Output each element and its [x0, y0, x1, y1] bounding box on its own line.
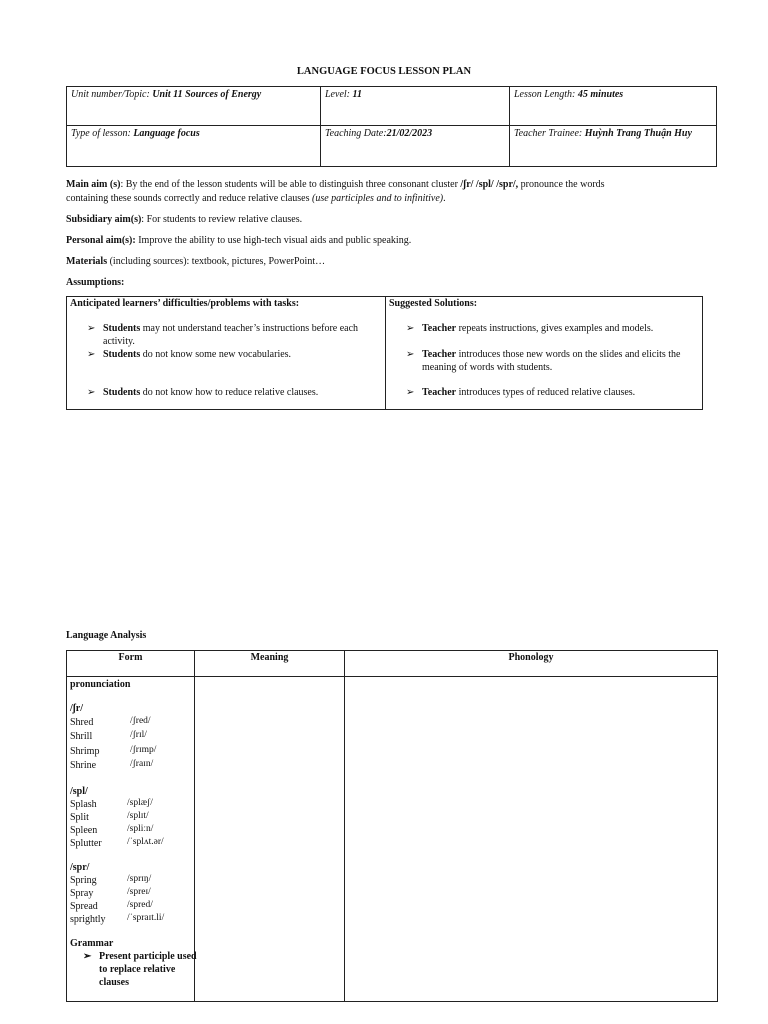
- ipa: /ˈspraɪt.li/: [127, 913, 165, 923]
- item-text: introduces those new words on the slides and elicits the meaning of words with students.: [422, 349, 681, 373]
- word: sprightly: [70, 914, 106, 925]
- item-bold: Teacher: [422, 323, 457, 334]
- type-value: Language focus: [133, 128, 200, 139]
- unit-label: Unit number/Topic:: [71, 89, 150, 100]
- date-label: Teaching Date:: [325, 128, 387, 139]
- length-label: Lesson Length:: [514, 89, 576, 100]
- arrow-bullet-icon: ➢: [87, 349, 96, 360]
- item-bold: Students: [103, 323, 141, 334]
- length-value: 45 minutes: [577, 89, 624, 100]
- personal-aim: [66, 234, 716, 248]
- ipa: /spreɪ/: [127, 887, 151, 897]
- grammar-label: Grammar: [70, 938, 114, 949]
- list-item: [406, 348, 712, 374]
- main-aim-label: Main aim (s): [66, 179, 121, 190]
- arrow-bullet-icon: ➢: [406, 387, 415, 398]
- date-value: 21/02/2023: [386, 128, 433, 139]
- item-text: do not know some new vocabularies.: [140, 349, 292, 360]
- arrow-bullet-icon: ➢: [87, 323, 96, 334]
- item-bold: Students: [103, 349, 141, 360]
- solutions-cell: [386, 313, 703, 410]
- main-aim-end: .: [443, 193, 446, 204]
- assumptions-label: Assumptions:: [66, 277, 125, 288]
- arrow-bullet-icon: ➢: [406, 349, 415, 360]
- item-text: do not know how to reduce relative clauses.: [140, 387, 319, 398]
- cluster-label: /spl/: [70, 786, 88, 797]
- cluster-label: /ʃr/: [70, 703, 84, 714]
- lesson-info-table: [66, 86, 717, 167]
- ipa: /sprɪŋ/: [127, 874, 152, 884]
- assumptions-heading: [66, 276, 716, 290]
- difficulties-cell: [67, 313, 386, 410]
- subsidiary-aim-text: : For students to review relative clauses.: [141, 214, 303, 225]
- personal-aim-text: Improve the ability to use high-tech visual aids and public speaking.: [135, 235, 412, 246]
- word: Shrine: [70, 760, 97, 771]
- unit-value: Unit 11 Sources of Energy: [152, 89, 262, 100]
- type-label: Type of lesson:: [71, 128, 131, 139]
- main-aim-text-2: pronounce the words: [518, 179, 605, 190]
- word: Spring: [70, 875, 97, 886]
- materials-text: (including sources): textbook, pictures, PowerPoint…: [107, 256, 326, 267]
- ipa: /ʃraɪn/: [130, 759, 154, 769]
- main-aim-italic: (use participles and to infinitive): [312, 193, 444, 204]
- cluster-label: /spr/: [70, 862, 90, 873]
- word: Split: [70, 812, 89, 823]
- materials-label: Materials: [66, 256, 108, 267]
- meaning-cell: [195, 677, 345, 1002]
- level-cell: [321, 87, 510, 126]
- item-bold: Students: [103, 387, 141, 398]
- trainee-cell: [510, 126, 717, 167]
- personal-aim-label: Personal aim(s):: [66, 235, 136, 246]
- phonology-cell: [345, 677, 718, 1002]
- materials: [66, 255, 716, 269]
- ipa: /spred/: [127, 900, 153, 910]
- trainee-value: Huỳnh Trang Thuận Huy: [584, 128, 692, 139]
- grammar-bullet-text: Present participle used to replace relative clauses: [99, 951, 197, 988]
- ipa: /splæʃ/: [127, 798, 153, 808]
- form-header: Form: [67, 651, 195, 677]
- item-text: may not understand teacher’s instructions before each activity.: [103, 323, 359, 347]
- list-item: [87, 348, 383, 361]
- arrow-bullet-icon: ➢: [87, 387, 96, 398]
- difficulties-header: Anticipated learners’ difficulties/problems with tasks:: [67, 297, 386, 314]
- ipa: /ʃrɪmp/: [130, 745, 157, 755]
- word: Shrimp: [70, 746, 100, 757]
- main-aim-text: : By the end of the lesson students will be able to distinguish three consonant cluster: [120, 179, 461, 190]
- phonology-header: Phonology: [345, 651, 718, 677]
- trainee-label: Teacher Trainee:: [514, 128, 583, 139]
- meaning-header: Meaning: [195, 651, 345, 677]
- item-bold: Teacher: [422, 387, 457, 398]
- item-bold: Teacher: [422, 349, 457, 360]
- language-analysis-table: [66, 650, 718, 1002]
- document-title: LANGUAGE FOCUS LESSON PLAN: [296, 66, 472, 77]
- ipa: /ʃrɪl/: [130, 730, 147, 740]
- ipa: /splɪt/: [127, 811, 149, 821]
- main-aim-clusters: /ʃr/ /spl/ /spr/,: [460, 179, 519, 190]
- word: Spleen: [70, 825, 98, 836]
- word: Splash: [70, 799, 97, 810]
- date-cell: [321, 126, 510, 167]
- grammar-bullet: [83, 950, 203, 989]
- list-item: [406, 386, 712, 399]
- word: Shred: [70, 717, 94, 728]
- pronunciation-label: pronunciation: [70, 679, 131, 690]
- ipa: /ˈsplʌt.ər/: [127, 837, 164, 847]
- list-item: [406, 322, 712, 335]
- list-item: [87, 322, 383, 348]
- word: Splutter: [70, 838, 102, 849]
- language-analysis-heading: Language Analysis: [66, 630, 147, 641]
- main-aim-text-3: containing these sounds correctly and reduce relative clauses: [66, 193, 313, 204]
- item-text: introduces types of reduced relative clauses.: [456, 387, 636, 398]
- item-text: repeats instructions, gives examples and models.: [456, 323, 654, 334]
- ipa: /ʃred/: [130, 716, 151, 726]
- solutions-header: Suggested Solutions:: [386, 297, 703, 314]
- type-cell: [67, 126, 321, 167]
- subsidiary-aim: [66, 213, 716, 227]
- level-label: Level:: [325, 89, 350, 100]
- length-cell: [510, 87, 717, 126]
- word: Spread: [70, 901, 98, 912]
- assumptions-table: [66, 296, 703, 410]
- ipa: /spliːn/: [127, 824, 154, 834]
- word: Spray: [70, 888, 94, 899]
- arrow-bullet-icon: ➢: [83, 951, 92, 962]
- form-cell: [67, 677, 195, 1002]
- subsidiary-aim-label: Subsidiary aim(s): [66, 214, 142, 225]
- arrow-bullet-icon: ➢: [406, 323, 415, 334]
- main-aim: [66, 178, 716, 206]
- list-item: [87, 386, 383, 399]
- unit-cell: [67, 87, 321, 126]
- word: Shrill: [70, 731, 93, 742]
- level-value: 11: [352, 89, 362, 100]
